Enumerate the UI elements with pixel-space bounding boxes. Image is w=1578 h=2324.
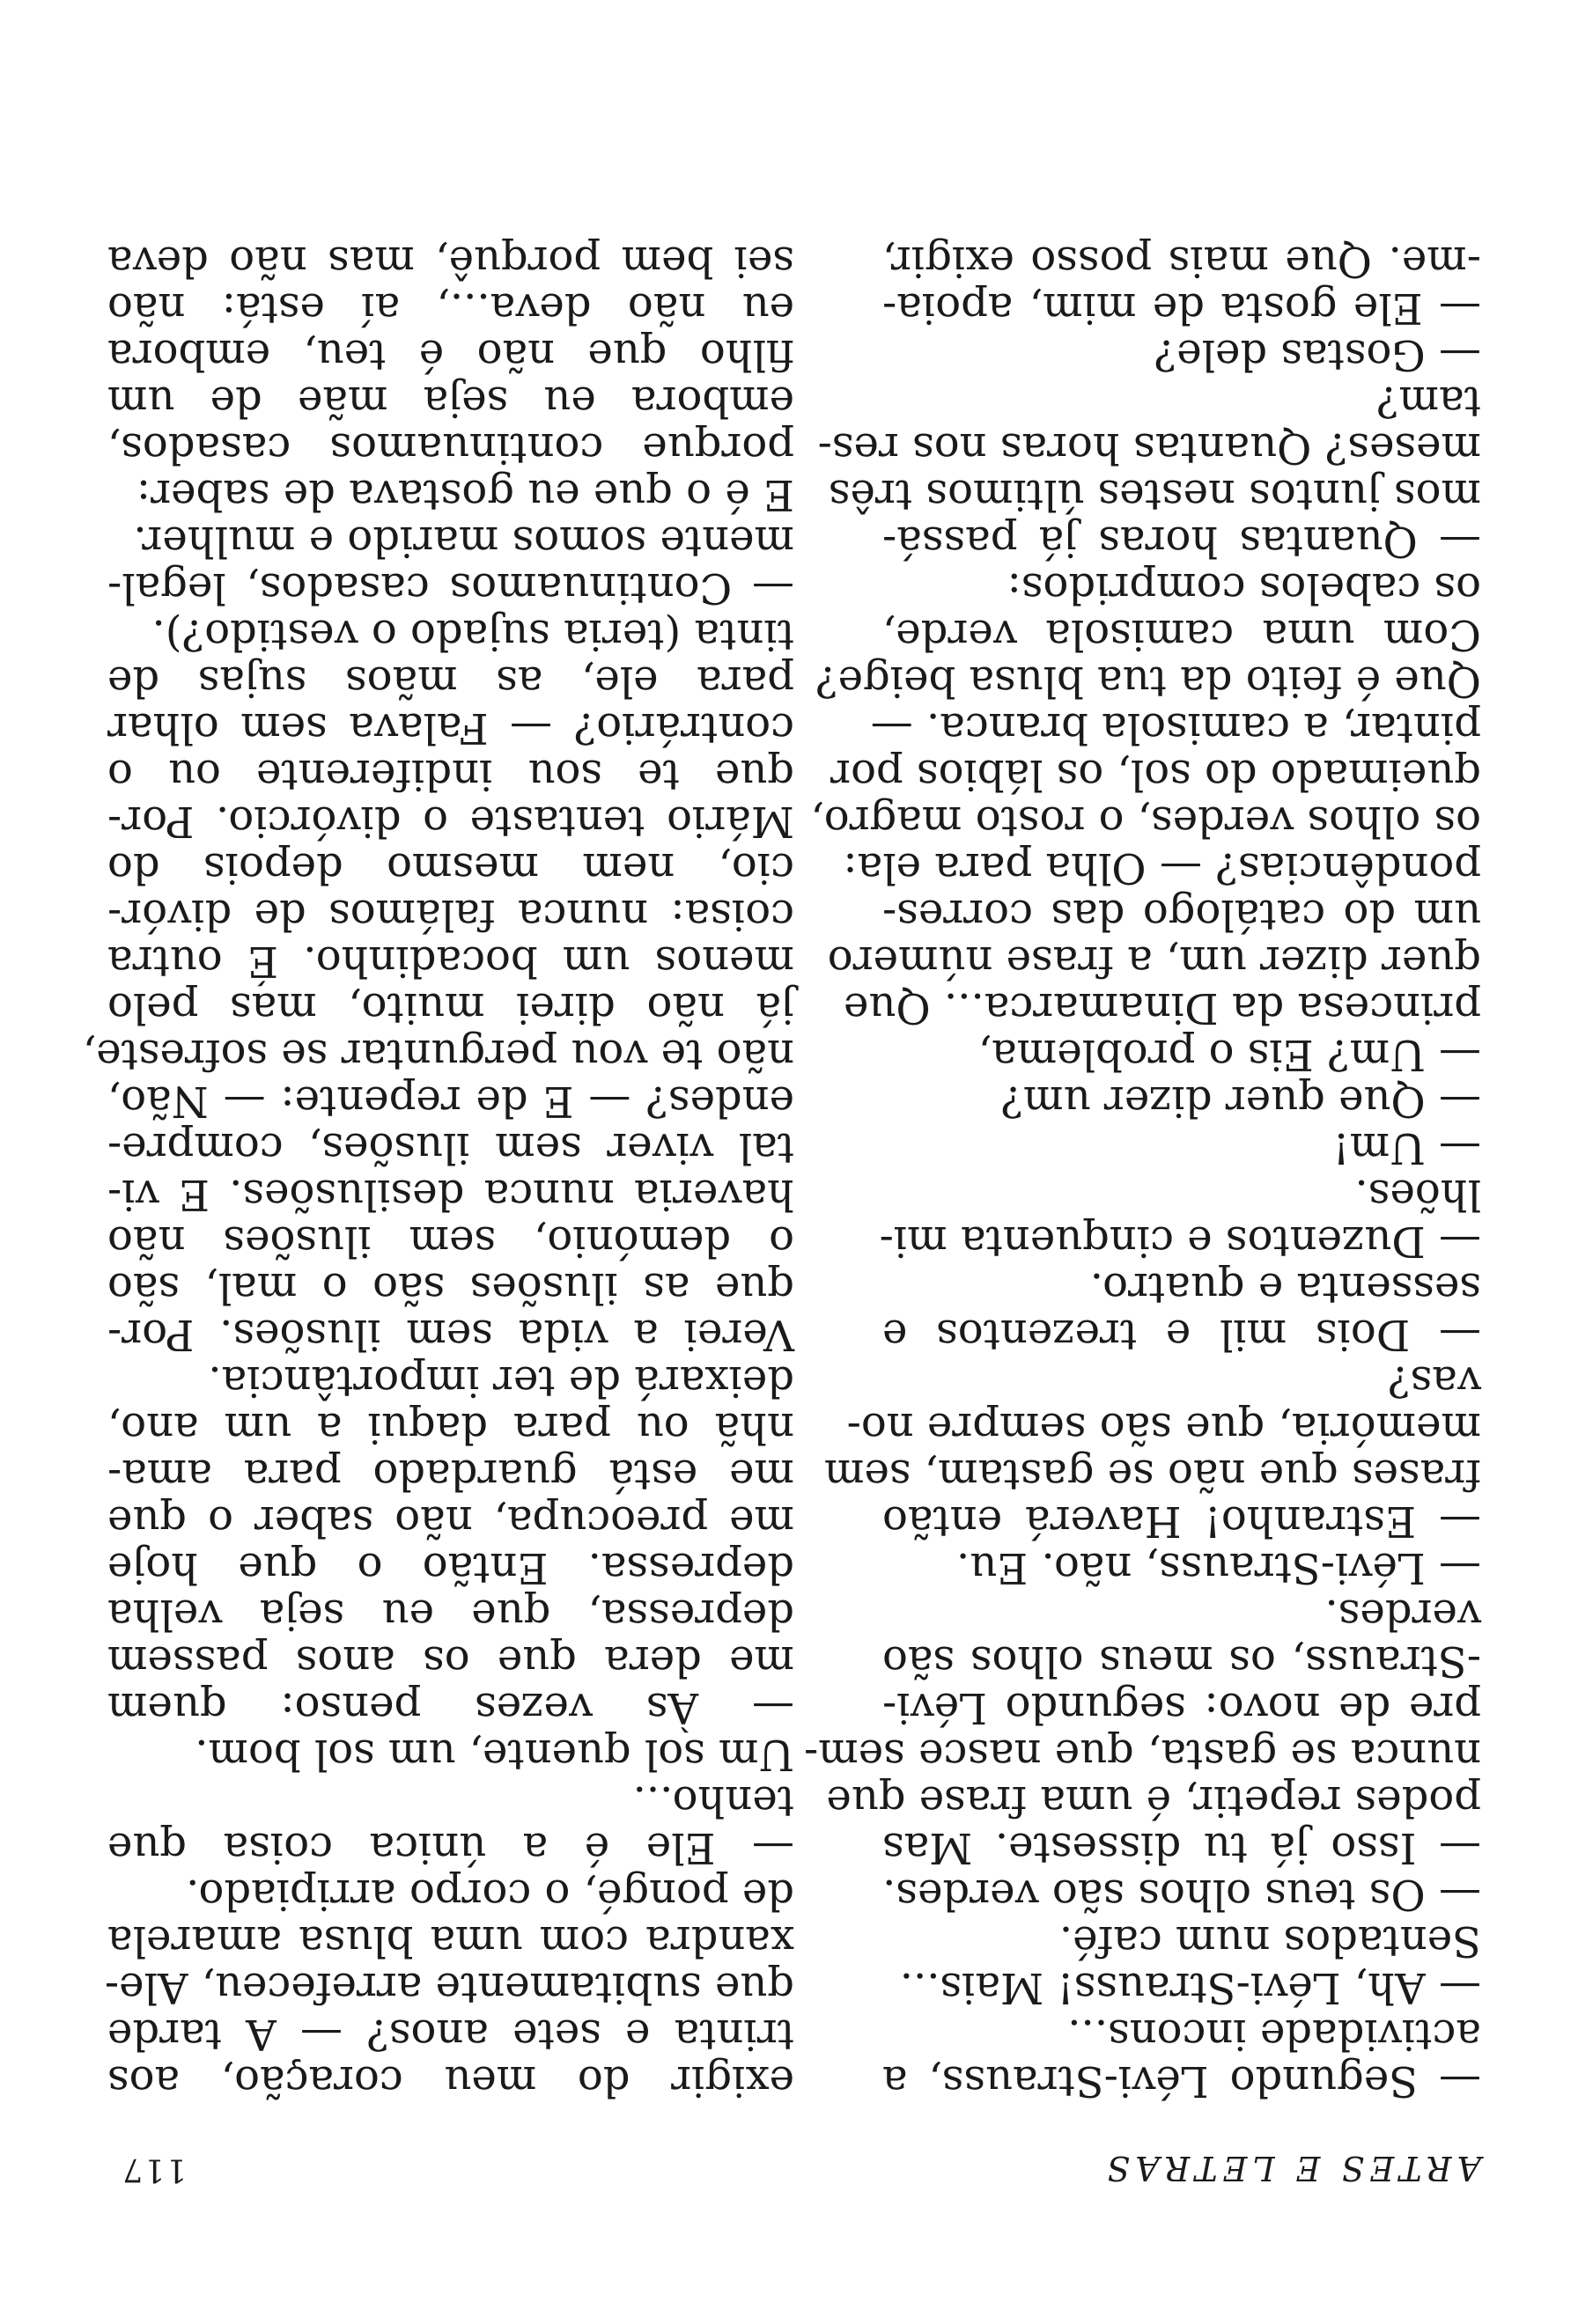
text-line: deixará de ter importância. <box>208 1357 794 1406</box>
text-line: frases que não se gastam, sem <box>823 1450 1481 1499</box>
text-line: contrário? — Falava sem olhar <box>107 703 794 753</box>
text-line: quer dizer um, a frase número <box>827 937 1481 986</box>
text-line: os olhos verdes, o rosto magro, <box>810 797 1481 846</box>
text-line: princesa da Dinamarca... Que <box>844 983 1481 1033</box>
text-line: — Continuamos casados, legal- <box>107 563 794 613</box>
text-line: E é o que eu gostava de saber: <box>136 470 794 519</box>
text-line: trinta e sete anos? — A tarde <box>107 2010 794 2059</box>
text-line: exigir do meu coração, aos <box>107 2056 794 2106</box>
text-line: um do catálogo das corres- <box>882 890 1481 939</box>
text-line: xandra com uma blusa amarela <box>107 1916 794 1966</box>
text-line: nunca se gasta, que nasce sem- <box>804 1730 1481 1779</box>
text-line: pintar, a camisola branca. — <box>870 703 1481 753</box>
text-line: porque continuamos casados, <box>107 423 794 473</box>
text-line: — Ele é a única coisa que <box>107 1823 794 1872</box>
text-line: menos um bocadinho. É outra <box>107 937 794 986</box>
text-line: — Lévi-Strauss, não. Eu. <box>956 1543 1481 1592</box>
text-line: Verei a vida sem ilusões. Por- <box>107 1310 794 1359</box>
text-line: queimado do sol, os lábios por <box>830 750 1481 799</box>
text-line: — Que quer dizer um? <box>1000 1077 1481 1126</box>
text-line: — Ah, Lévi-Strauss! Mais... <box>899 1963 1481 2012</box>
text-line: depressa, que eu seja velha <box>107 1590 794 1639</box>
text-line: que te sou indiferente ou o <box>107 750 794 799</box>
text-line: embora eu seja mãe de um <box>107 377 794 426</box>
text-line: os cabelos compridos: <box>1007 563 1481 613</box>
text-line: tinta (teria sujado o vestido?). <box>151 610 794 659</box>
text-line: Com uma camisola verde, <box>882 610 1481 659</box>
text-line: — Duzentos e cinquenta mi- <box>879 1217 1481 1266</box>
text-line: vas? <box>1387 1357 1481 1406</box>
text-line: pondências? — Olha para ela: <box>843 843 1481 893</box>
text-line: tenho... <box>632 1776 794 1826</box>
text-line: sessenta e quatro. <box>1089 1263 1481 1313</box>
text-line: Sentados num café. <box>1058 1916 1481 1966</box>
text-line: — Gostas dele? <box>1154 330 1481 379</box>
text-line: me preocupa, não saber o que <box>107 1497 794 1546</box>
text-line: tal viver sem ilusões, compre- <box>107 1123 794 1173</box>
text-line: — Ele gosta de mim, apoia- <box>882 283 1481 333</box>
text-line: que subitamente arrefeceu, Ale- <box>104 1963 794 2012</box>
text-line: não te vou perguntar se sofreste, <box>82 1030 794 1079</box>
text-line: nhã ou para daqui a um ano, <box>107 1403 794 1452</box>
text-line: me dera que os anos passem <box>107 1636 794 1686</box>
text-line: — Os teus olhos são verdes. <box>882 1870 1481 1919</box>
text-line: endes? — E de repente: — Não, <box>107 1077 794 1126</box>
text-line: memória, que são sempre no- <box>846 1403 1481 1452</box>
text-line: cio, nem mesmo depois do <box>107 843 794 893</box>
text-line: Que é feito da tua blusa beige? <box>815 657 1481 706</box>
text-column-right <box>82 237 794 2106</box>
text-line: pre de novo: segundo Lévi- <box>882 1683 1481 1732</box>
text-line: me está guardado para ama- <box>107 1450 794 1499</box>
text-line: que as ilusões são o mal, são <box>107 1263 794 1313</box>
text-line: podes repetir, é uma frase que <box>826 1776 1481 1826</box>
text-line: lhões. <box>1354 1170 1481 1219</box>
text-line: tam? <box>1375 377 1481 426</box>
text-line: meses? Quantas horas nos res- <box>817 423 1481 473</box>
text-line: — Às vezes penso: quem <box>107 1683 794 1732</box>
text-line: eu não deva..., aí está: não <box>107 283 794 333</box>
page-number: 117 <box>121 2151 187 2188</box>
text-line: — Segundo Lévi-Strauss, a <box>882 2056 1481 2106</box>
text-line: — Um? Eis o problema, <box>977 1030 1481 1079</box>
text-line: — Dois mil e trezentos e <box>882 1310 1481 1359</box>
text-line: actividade incons... <box>1067 2010 1481 2059</box>
text-line: depressa. Então o que hoje <box>107 1543 794 1592</box>
text-line: -me. Que mais posso exigir, <box>882 237 1481 286</box>
text-line: Um sol quente, um sol bom. <box>195 1730 794 1779</box>
text-line: Mário tentaste o divórcio. Por- <box>107 797 794 846</box>
text-line: já não direi muito, mas pelo <box>107 983 794 1033</box>
text-line: verdes. <box>1324 1590 1481 1639</box>
text-line: para ele, as mãos sujas de <box>107 657 794 706</box>
text-line: haveria nunca desilusões. E vi- <box>107 1170 794 1219</box>
text-line: -Strauss, os meus olhos são <box>882 1636 1481 1686</box>
text-line: — Isso já tu disseste. Mas <box>882 1823 1481 1872</box>
text-line: sei bem porquê, mas não deva <box>107 237 794 286</box>
text-line: o demónio, sem ilusões não <box>107 1217 794 1266</box>
text-line: de pongé, o corpo arripiado. <box>186 1870 794 1919</box>
running-head: ARTES E LETRAS <box>1102 2149 1481 2188</box>
text-line: — Um! <box>1332 1123 1481 1173</box>
text-line: — Estranho! Haverá então <box>882 1497 1481 1546</box>
text-line: mos juntos nestes últimos três <box>828 470 1481 519</box>
text-line: coisa: nunca falámos de divór- <box>107 890 794 939</box>
text-line: mente somos marido e mulher. <box>133 517 794 566</box>
text-line: — Quantas horas já passá- <box>882 517 1481 566</box>
text-column-left <box>804 237 1481 2106</box>
text-line: filho que não é teu, embora <box>107 330 794 379</box>
